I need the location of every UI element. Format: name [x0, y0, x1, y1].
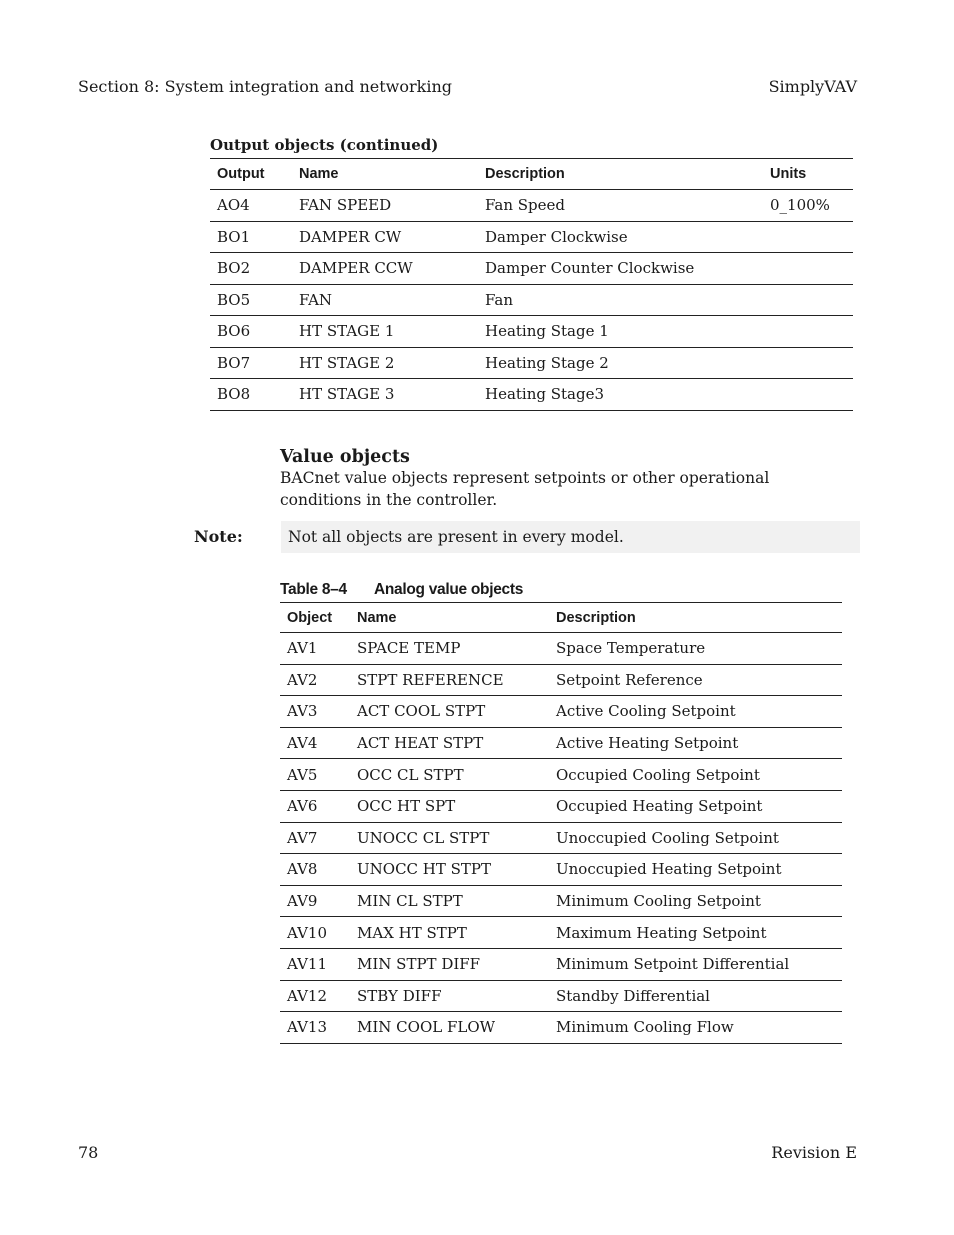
units-cell	[763, 284, 853, 316]
object-cell: AV6	[280, 790, 350, 822]
table-row	[210, 379, 853, 411]
object-cell: AV8	[280, 854, 350, 886]
name-cell: FAN SPEED	[292, 190, 478, 222]
description-cell: Maximum Heating Setpoint	[549, 917, 842, 949]
name-cell: MIN COOL FLOW	[350, 1012, 549, 1044]
table-title: Analog value objects	[374, 581, 524, 598]
column-header-name: Name	[350, 603, 549, 633]
value-objects-body: BACnet value objects represent setpoints or other operational conditions in the controller.	[280, 469, 770, 509]
note-label: Note:	[194, 527, 243, 546]
table-row	[280, 980, 842, 1012]
note-box	[281, 521, 860, 553]
units-cell	[763, 379, 853, 411]
name-cell: STBY DIFF	[350, 980, 549, 1012]
output-cell: BO8	[210, 379, 292, 411]
column-header-units: Units	[763, 159, 853, 190]
value-objects-heading: Value objects	[280, 447, 410, 467]
name-cell: OCC HT SPT	[350, 790, 549, 822]
units-cell	[763, 221, 853, 253]
table-row	[210, 316, 853, 348]
name-cell: HT STAGE 2	[292, 347, 478, 379]
table-row	[210, 221, 853, 253]
table-row	[280, 759, 842, 791]
output-cell: AO4	[210, 190, 292, 222]
name-cell: UNOCC HT STPT	[350, 854, 549, 886]
table-row	[280, 885, 842, 917]
column-header-description: Description	[549, 603, 842, 633]
units-cell: 0_100%	[763, 190, 853, 222]
table-header-row	[210, 159, 853, 190]
description-cell: Unoccupied Cooling Setpoint	[549, 822, 842, 854]
table-row	[210, 284, 853, 316]
description-cell: Minimum Cooling Flow	[549, 1012, 842, 1044]
description-cell: Active Cooling Setpoint	[549, 696, 842, 728]
column-header-description: Description	[478, 159, 763, 190]
object-cell: AV10	[280, 917, 350, 949]
units-cell	[763, 316, 853, 348]
table-number: Table 8–4	[280, 581, 347, 598]
name-cell: MIN CL STPT	[350, 885, 549, 917]
table-row	[280, 664, 842, 696]
running-header-section: Section 8: System integration and networking	[78, 77, 453, 96]
name-cell: HT STAGE 1	[292, 316, 478, 348]
description-cell: Minimum Cooling Setpoint	[549, 885, 842, 917]
description-cell: Space Temperature	[549, 633, 842, 665]
output-cell: BO6	[210, 316, 292, 348]
table-row	[280, 633, 842, 665]
running-header-product: SimplyVAV	[768, 77, 857, 96]
name-cell: DAMPER CCW	[292, 253, 478, 285]
description-cell: Damper Clockwise	[478, 221, 763, 253]
description-cell: Active Heating Setpoint	[549, 727, 842, 759]
page-number: 78	[78, 1143, 99, 1162]
analog-value-objects-table	[280, 602, 842, 1044]
analog-table-caption	[280, 581, 523, 599]
output-cell: BO7	[210, 347, 292, 379]
description-cell: Minimum Setpoint Differential	[549, 948, 842, 980]
output-cell: BO5	[210, 284, 292, 316]
name-cell: STPT REFERENCE	[350, 664, 549, 696]
table-row	[280, 790, 842, 822]
table-row	[280, 696, 842, 728]
name-cell: ACT HEAT STPT	[350, 727, 549, 759]
column-header-object: Object	[280, 603, 350, 633]
table-row	[280, 854, 842, 886]
table-row	[280, 948, 842, 980]
name-cell: MAX HT STPT	[350, 917, 549, 949]
name-cell: MIN STPT DIFF	[350, 948, 549, 980]
object-cell: AV2	[280, 664, 350, 696]
name-cell: DAMPER CW	[292, 221, 478, 253]
output-cell: BO2	[210, 253, 292, 285]
column-header-output: Output	[210, 159, 292, 190]
output-cell: BO1	[210, 221, 292, 253]
description-cell: Unoccupied Heating Setpoint	[549, 854, 842, 886]
table-row	[210, 253, 853, 285]
name-cell: FAN	[292, 284, 478, 316]
object-cell: AV13	[280, 1012, 350, 1044]
name-cell: HT STAGE 3	[292, 379, 478, 411]
table-row	[280, 917, 842, 949]
object-cell: AV5	[280, 759, 350, 791]
output-table-caption: Output objects (continued)	[210, 136, 439, 154]
column-header-name: Name	[292, 159, 478, 190]
description-cell: Heating Stage 2	[478, 347, 763, 379]
description-cell: Standby Differential	[549, 980, 842, 1012]
object-cell: AV12	[280, 980, 350, 1012]
table-row	[280, 822, 842, 854]
table-row	[210, 347, 853, 379]
description-cell: Occupied Cooling Setpoint	[549, 759, 842, 791]
table-row	[280, 727, 842, 759]
object-cell: AV3	[280, 696, 350, 728]
output-objects-table	[210, 158, 853, 411]
description-cell: Heating Stage3	[478, 379, 763, 411]
object-cell: AV7	[280, 822, 350, 854]
units-cell	[763, 253, 853, 285]
object-cell: AV11	[280, 948, 350, 980]
description-cell: Occupied Heating Setpoint	[549, 790, 842, 822]
name-cell: ACT COOL STPT	[350, 696, 549, 728]
object-cell: AV4	[280, 727, 350, 759]
description-cell: Fan Speed	[478, 190, 763, 222]
note-text: Not all objects are present in every model.	[288, 528, 624, 546]
description-cell: Setpoint Reference	[549, 664, 842, 696]
revision-label: Revision E	[771, 1143, 857, 1162]
object-cell: AV9	[280, 885, 350, 917]
table-row	[280, 1012, 842, 1044]
name-cell: SPACE TEMP	[350, 633, 549, 665]
name-cell: OCC CL STPT	[350, 759, 549, 791]
units-cell	[763, 347, 853, 379]
name-cell: UNOCC CL STPT	[350, 822, 549, 854]
table-row	[210, 190, 853, 222]
description-cell: Fan	[478, 284, 763, 316]
description-cell: Heating Stage 1	[478, 316, 763, 348]
table-header-row	[280, 603, 842, 633]
object-cell: AV1	[280, 633, 350, 665]
description-cell: Damper Counter Clockwise	[478, 253, 763, 285]
